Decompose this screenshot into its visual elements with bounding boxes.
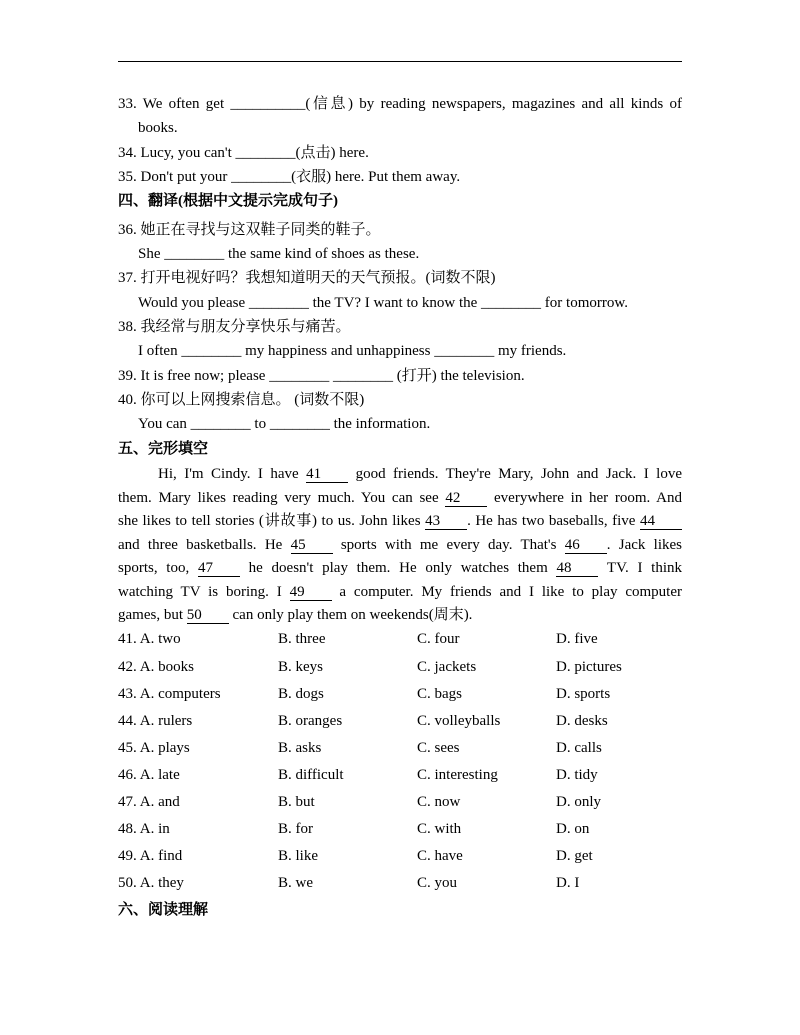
cloze-blank-50: 50 [187, 608, 229, 624]
option-number: 43. [118, 685, 137, 702]
option-a: A. find [139, 848, 183, 865]
passage-line-6 [118, 581, 682, 605]
passage-text: watching TV is boring. I [118, 583, 290, 600]
option-row-50 [118, 870, 682, 897]
question-36-prompt: 36. 她正在寻找与这双鞋子同类的鞋子。 [118, 221, 381, 238]
cloze-blank-49: 49 [290, 585, 332, 601]
passage-text: games, but [118, 607, 187, 624]
option-a: A. and [139, 794, 180, 810]
option-row-49 [118, 843, 682, 870]
option-row-41 [118, 626, 682, 653]
option-cell-a [118, 681, 278, 708]
option-d: D. pictures [556, 658, 622, 675]
option-a: A. late [139, 766, 180, 783]
option-row-43 [118, 681, 682, 708]
passage-line-3 [118, 510, 682, 534]
cloze-options-table [118, 626, 682, 897]
cloze-blank-43: 43 [425, 514, 467, 530]
question-39-prompt: 39. It is free now; please ________ ________ (打开) the television. [118, 367, 525, 384]
option-d: D. sports [556, 685, 611, 702]
option-d: D. five [556, 631, 598, 648]
question-38-prompt: 38. 我经常与朋友分享快乐与痛苦。 [118, 319, 351, 336]
question-34: 34. Lucy, you can't ________(点击) here. [118, 144, 369, 161]
option-c: C. four [417, 631, 460, 648]
option-b: B. but [278, 794, 315, 810]
option-a: A. they [139, 875, 184, 892]
option-number: 41. [118, 631, 137, 648]
option-a: A. two [139, 631, 181, 648]
option-row-48 [118, 816, 682, 843]
passage-text: can only play them on weekends(周末). [228, 607, 473, 624]
option-d: D. I [556, 875, 580, 892]
option-number: 46. [118, 766, 137, 783]
passage-text: he doesn't play them. He only watches them [239, 560, 557, 577]
question-36-answer-line: She ________ the same kind of shoes as these. [138, 246, 420, 263]
passage-text: everywhere in her room. And [487, 489, 682, 506]
option-cell-a [118, 789, 278, 816]
option-c: C. now [417, 794, 461, 810]
option-number: 45. [118, 739, 137, 756]
passage-text: . He has two baseballs, five [467, 513, 640, 530]
option-d: D. calls [556, 739, 602, 756]
option-row-45 [118, 735, 682, 762]
cloze-blank-42: 42 [445, 491, 487, 507]
option-d: D. get [556, 848, 593, 865]
passage-text: good friends. They're Mary, John and Jack. I love [348, 466, 683, 483]
option-d: D. tidy [556, 766, 598, 783]
option-a: A. computers [139, 685, 221, 702]
option-number: 42. [118, 658, 137, 675]
option-c: C. sees [417, 739, 460, 756]
option-c: C. with [417, 821, 462, 838]
passage-text: and three basketballs. He [118, 536, 291, 553]
passage-text: . Jack likes [606, 536, 683, 553]
passage-line-5 [118, 557, 682, 581]
passage-text: she likes to tell stories (讲故事) to us. John likes [118, 513, 426, 530]
option-cell-a [118, 654, 278, 681]
header-rule [118, 61, 682, 62]
passage-line-7 [118, 604, 682, 628]
cloze-blank-41: 41 [306, 467, 348, 483]
passage-text: them. Mary likes reading very much. You can see [118, 489, 446, 506]
option-c: C. have [417, 848, 463, 865]
question-37-answer-line: Would you please ________ the TV? I want to know the ________ for tomorrow. [138, 294, 628, 311]
question-38-answer-line: I often ________ my happiness and unhappiness ________ my friends. [138, 343, 567, 360]
option-b: B. dogs [278, 685, 324, 702]
option-c: C. jackets [417, 658, 477, 675]
option-c: C. interesting [417, 766, 498, 783]
option-a: A. plays [139, 739, 190, 756]
cloze-blank-45: 45 [291, 538, 333, 554]
option-number: 49. [118, 848, 137, 865]
option-cell-a [118, 626, 278, 653]
option-cell-a [118, 816, 278, 843]
option-b: B. asks [278, 739, 322, 756]
option-d: D. on [556, 821, 590, 838]
passage-text: sports, too, [118, 560, 198, 577]
option-cell-a [118, 708, 278, 735]
passage-text: TV. I think [598, 560, 682, 577]
option-cell-a [118, 843, 278, 870]
question-40-answer-line: You can ________ to ________ the information. [138, 416, 431, 433]
option-number: 44. [118, 712, 137, 729]
option-c: C. bags [417, 685, 462, 702]
option-d: D. only [556, 794, 601, 810]
passage-line-2 [118, 487, 682, 511]
option-row-42 [118, 654, 682, 681]
question-40-prompt: 40. 你可以上网搜索信息。 (词数不限) [118, 391, 365, 408]
option-row-47 [118, 789, 682, 816]
option-b: B. we [278, 875, 313, 892]
option-a: A. rulers [139, 712, 193, 729]
option-b: B. oranges [278, 712, 343, 729]
option-row-46 [118, 762, 682, 789]
cloze-blank-46: 46 [565, 538, 607, 554]
cloze-blank-47: 47 [198, 561, 240, 577]
option-cell-a [118, 762, 278, 789]
option-c: C. you [417, 875, 458, 892]
section-heading-cloze: 五、完形填空 [118, 440, 209, 457]
option-b: B. keys [278, 658, 323, 675]
question-33-continuation: books. [138, 120, 178, 137]
question-37-prompt: 37. 打开电视好吗？我想知道明天的天气预报。(词数不限) [118, 270, 496, 287]
passage-line-4 [118, 534, 682, 558]
question-33: 33. We often get __________(信息) by reading newspapers, magazines and all kinds of [118, 96, 682, 112]
cloze-blank-44: 44 [640, 514, 682, 530]
option-b: B. for [278, 821, 313, 838]
option-b: B. difficult [278, 766, 344, 783]
cloze-blank-48: 48 [556, 561, 598, 577]
option-d: D. desks [556, 712, 608, 729]
passage-text: sports with me every day. That's [332, 536, 565, 553]
option-number: 48. [118, 821, 137, 838]
option-row-44 [118, 708, 682, 735]
option-a: A. books [139, 658, 194, 675]
option-a: A. in [139, 821, 170, 838]
passage-text: Hi, I'm Cindy. I have [158, 466, 307, 483]
option-number: 50. [118, 875, 137, 892]
option-number: 47. [118, 794, 137, 810]
option-c: C. volleyballs [417, 712, 501, 729]
option-cell-a [118, 870, 278, 897]
option-b: B. like [278, 848, 318, 865]
passage-line-1 [118, 463, 682, 487]
passage-text: a computer. My friends and I like to play computer [331, 583, 682, 600]
section-heading-reading: 六、阅读理解 [118, 902, 209, 919]
cloze-passage [118, 463, 682, 628]
question-35: 35. Don't put your ________(衣服) here. Put them away. [118, 168, 461, 185]
option-cell-a [118, 735, 278, 762]
exam-content [118, 92, 682, 924]
option-b: B. three [278, 631, 326, 648]
section-heading-translation: 四、翻译(根据中文提示完成句子) [118, 193, 338, 210]
